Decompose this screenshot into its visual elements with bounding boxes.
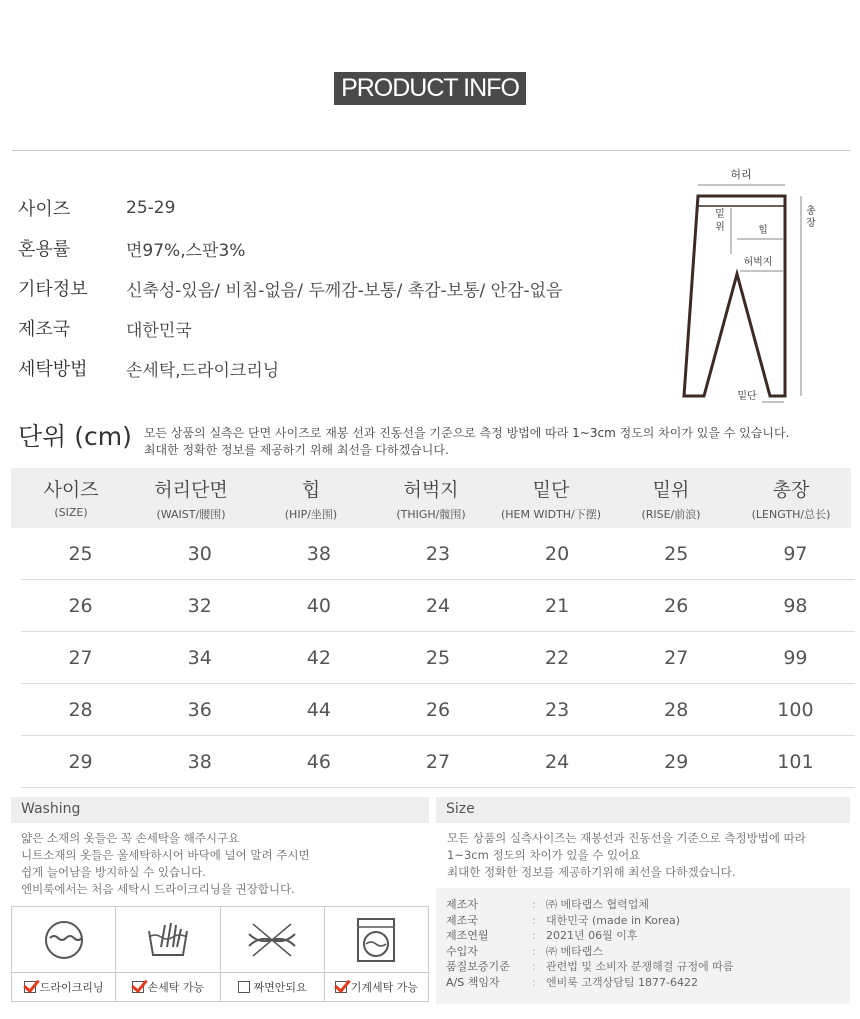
- column-header-sub: (SIZE): [54, 506, 88, 519]
- table-cell: 25: [664, 542, 689, 565]
- column-header: [251, 468, 371, 528]
- care-item-machine-wash: [325, 907, 428, 1001]
- table-cell: 42: [306, 646, 331, 669]
- table-cell: 34: [187, 646, 212, 669]
- table-cell: 97: [783, 542, 808, 565]
- care-caption-text: 손세탁 가능: [147, 981, 205, 994]
- spec-separator: :: [532, 913, 536, 927]
- spec-key: 수입자: [446, 944, 478, 958]
- column-header: [11, 468, 131, 528]
- info-row-country: [18, 308, 562, 348]
- waist-label: 허리: [730, 168, 752, 181]
- care-caption: [325, 973, 428, 1001]
- table-cell: 21: [545, 594, 570, 617]
- table-cell: 29: [664, 750, 689, 773]
- column-header-sub: (HEM WIDTH/下摆): [500, 508, 602, 521]
- spec-key: A/S 책임자: [446, 975, 500, 989]
- table-row: [21, 580, 855, 632]
- column-header: [371, 468, 491, 528]
- care-item-dry-clean: [12, 907, 116, 1001]
- info-label: 사이즈: [18, 199, 71, 220]
- spec-value: 관련법 및 소비자 분쟁해결 규정에 따름: [546, 960, 734, 974]
- divider: [12, 150, 850, 151]
- info-value: 신축성-있음/ 비침-없음/ 두께감-보통/ 촉감-보통/ 안감-없음: [126, 280, 563, 301]
- table-header: [11, 468, 851, 528]
- spec-row: [446, 913, 840, 929]
- table-row: [21, 632, 855, 684]
- checkbox-icon: [24, 981, 36, 993]
- spec-value: 2021년 06월 이후: [546, 929, 638, 943]
- table-cell: 32: [187, 594, 212, 617]
- pants-outline: [684, 196, 785, 396]
- washing-text: [21, 830, 421, 898]
- table-cell: 25: [425, 646, 451, 669]
- table-cell: 23: [425, 542, 451, 565]
- table-cell: 27: [664, 646, 689, 669]
- spec-separator: :: [532, 960, 536, 974]
- table-cell: 28: [664, 698, 689, 721]
- spec-row: [446, 944, 840, 960]
- info-value: 손세탁,드라이크리닝: [126, 360, 280, 381]
- table-cell: 25: [68, 542, 93, 565]
- care-icon-grid: [11, 906, 429, 1002]
- column-header-sub: (THIGH/髋围): [396, 508, 466, 521]
- column-header: [731, 468, 851, 528]
- washing-line: 엔비룩에서는 처음 세탁시 드라이크리닝을 권장합니다.: [21, 882, 295, 896]
- info-label: 제조국: [18, 319, 71, 340]
- spec-row: [446, 959, 840, 975]
- size-heading: Size: [436, 797, 850, 823]
- info-label: 기타정보: [18, 279, 88, 300]
- washing-line: 얇은 소재의 옷들은 꼭 손세탁을 해주시구요: [21, 831, 240, 845]
- checkbox-icon: [238, 981, 250, 993]
- size-line: 모든 상품의 실측사이즈는 재봉선과 진동선을 기준으로 측정방법에 따라: [447, 831, 806, 845]
- spec-row: [446, 975, 840, 991]
- table-row: [21, 528, 855, 580]
- column-header-main: 사이즈: [43, 479, 99, 501]
- size-text: [447, 830, 847, 881]
- table-cell: 46: [306, 750, 331, 773]
- care-caption-text: 기계세탁 가능: [350, 981, 418, 994]
- spec-separator: :: [532, 898, 536, 911]
- table-cell: 29: [68, 750, 93, 773]
- column-header-sub: (HIP/坐围): [284, 508, 338, 521]
- hand-wash-icon: [116, 907, 219, 973]
- info-row-etc: [18, 268, 562, 308]
- column-header-main: 허리단면: [154, 479, 228, 501]
- column-header-sub: (LENGTH/总长): [751, 508, 831, 521]
- table-cell: 30: [187, 542, 212, 565]
- table-cell: 26: [664, 594, 689, 617]
- washing-line: 니트소재의 옷들은 울세탁하시어 바닥에 널어 말려 주시면: [21, 848, 310, 862]
- rise-label-a: 밑: [715, 209, 725, 220]
- table-cell: 23: [545, 698, 570, 721]
- care-item-no-wring: [221, 907, 325, 1001]
- spec-key: 제조연월: [446, 929, 489, 943]
- table-cell: 24: [545, 750, 570, 773]
- table-cell: 36: [187, 698, 212, 721]
- care-caption: [12, 973, 115, 1001]
- spec-separator: :: [532, 975, 536, 989]
- column-header: [611, 468, 731, 528]
- table-cell: 27: [68, 646, 93, 669]
- spec-value: 엔비룩 고객상담팀 1877-6422: [546, 975, 698, 989]
- hip-label: 힙: [758, 225, 768, 236]
- table-cell: 20: [545, 542, 570, 565]
- care-caption-text: 드라이크리닝: [39, 981, 104, 994]
- table-cell: 38: [187, 750, 212, 773]
- column-header: [131, 468, 251, 528]
- size-line: 1~3cm 정도의 차이가 있을 수 있어요: [447, 848, 641, 862]
- spec-table: [436, 888, 850, 1004]
- table-cell: 99: [783, 646, 808, 669]
- table-cell: 44: [306, 698, 331, 721]
- table-cell: 24: [425, 594, 451, 617]
- table-row: [21, 736, 855, 788]
- hem-label: 밑단: [737, 391, 757, 402]
- info-row-size: [18, 188, 562, 228]
- washing-heading: Washing: [11, 797, 429, 823]
- spec-value: ㈜ 메타랩스 협력업체: [546, 898, 650, 911]
- spec-row: [446, 897, 840, 913]
- table-cell: 101: [777, 750, 814, 773]
- product-info-list: [18, 188, 562, 388]
- spec-key: 품질보증기준: [446, 960, 510, 974]
- length-label-a: 총: [806, 206, 816, 217]
- column-header-sub: (WAIST/腰围): [156, 508, 226, 521]
- unit-desc-line: 모든 상품의 실측은 단면 사이즈로 재봉 선과 진동선을 기준으로 측정 방법에 따라 1~3cm 정도의 차이가 있을 수 있습니다.: [143, 426, 790, 440]
- rise-label-b: 위: [715, 222, 725, 233]
- unit-section: [18, 422, 789, 459]
- column-header-main: 밑단: [532, 479, 570, 501]
- info-label: 세탁방법: [18, 359, 88, 380]
- info-value: 25-29: [126, 198, 176, 218]
- spec-separator: :: [532, 944, 536, 958]
- table-cell: 22: [545, 646, 570, 669]
- spec-key: 제조국: [446, 913, 478, 927]
- dry-clean-icon: [12, 907, 115, 973]
- table-cell: 26: [425, 698, 451, 721]
- column-header-main: 허벅지: [403, 479, 459, 501]
- care-item-hand-wash: [116, 907, 220, 1001]
- table-cell: 27: [425, 750, 451, 773]
- spec-separator: :: [532, 929, 536, 943]
- care-caption: [221, 973, 324, 1001]
- page-title: PRODUCT INFO: [334, 72, 526, 105]
- table-row: [21, 684, 855, 736]
- info-value: 면97%,스판3%: [126, 240, 246, 261]
- spec-value: 대한민국 (made in Korea): [546, 913, 680, 927]
- size-table: [11, 468, 851, 788]
- spec-key: 제조자: [446, 898, 478, 911]
- care-caption: [116, 973, 219, 1001]
- column-header-main: 힙: [301, 479, 321, 501]
- info-row-washing: [18, 348, 562, 388]
- table-cell: 100: [777, 698, 814, 721]
- care-caption-text: 짜면안되요: [253, 981, 307, 994]
- size-line: 최대한 정확한 정보를 제공하기위해 최선을 다하겠습니다.: [447, 865, 736, 879]
- info-label: 혼용률: [18, 239, 71, 260]
- unit-label: 단위 (cm): [18, 422, 132, 451]
- thigh-label: 허벅지: [743, 257, 773, 268]
- no-wring-icon: [221, 907, 324, 973]
- table-cell: 38: [306, 542, 331, 565]
- table-cell: 40: [306, 594, 331, 617]
- table-cell: 98: [783, 594, 808, 617]
- unit-desc-line: 최대한 정확한 정보를 제공하기 위해 최선을 다하겠습니다.: [143, 443, 449, 457]
- info-value: 대한민국: [126, 320, 192, 341]
- column-header-main: 총장: [772, 479, 810, 501]
- length-label-b: 장: [806, 218, 816, 229]
- table-cell: 26: [68, 594, 93, 617]
- pants-diagram: [680, 164, 830, 404]
- column-header-sub: (RISE/前浪): [641, 508, 701, 521]
- checkbox-icon: [335, 981, 347, 993]
- spec-row: [446, 928, 840, 944]
- table-body: [11, 528, 851, 788]
- info-row-material: [18, 228, 562, 268]
- washing-line: 쉽게 늘어남을 방지하실 수 있습니다.: [21, 865, 206, 879]
- title-wrap: [0, 72, 860, 105]
- column-header-main: 밑위: [652, 479, 690, 501]
- unit-description: [144, 422, 790, 459]
- spec-value: ㈜ 메타랩스: [546, 944, 604, 958]
- checkbox-icon: [132, 981, 144, 993]
- table-cell: 28: [68, 698, 93, 721]
- column-header: [491, 468, 611, 528]
- washing-machine-icon: [325, 907, 428, 973]
